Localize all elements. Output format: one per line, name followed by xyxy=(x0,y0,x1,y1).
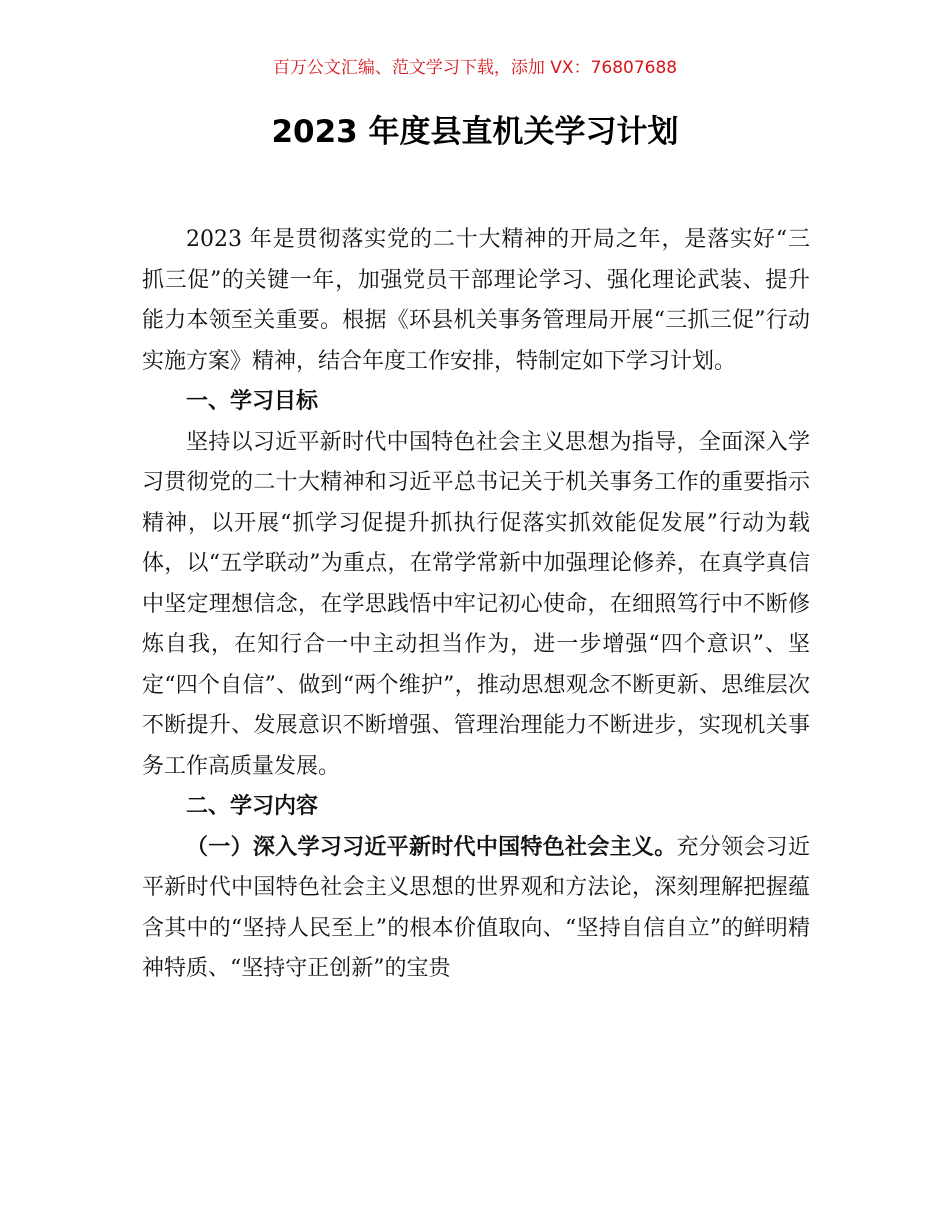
content-item-1-paragraph xyxy=(142,828,810,990)
content-item-1-text: 充分领会习近平新时代中国特色社会主义思想的世界观和方法论，深刻理解把握蕴含其中的“坚持人民至上”的根本价值取向、“坚持自信自立”的鲜明精神特质、“坚持守正创新”的宝贵 xyxy=(142,834,810,981)
watermark-banner: 百万公文汇编、范文学习下载，添加 VX：76807688 xyxy=(272,58,678,78)
document-body xyxy=(142,220,810,990)
document-title: 2023 年度县直机关学习计划 xyxy=(271,114,679,150)
goals-paragraph: 坚持以习近平新时代中国特色社会主义思想为指导，全面深入学习贯彻党的二十大精神和习近平总书记关于机关事务工作的重要指示精神，以开展“抓学习促提升抓执行促落实抓效能促发展”行动为载体，以“五学联动”为重点，在常学常新中加强理论修养，在真学真信中坚定理想信念，在学思践悟中牢记初心使命，在细照笃行中不断修炼自我，在知行合一中主动担当作为，进一步增强“四个意识”、坚定“四个自信”、做到“两个维护”，推动思想观念不断更新、思维层次不断提升、发展意识不断增强、管理治理能力不断进步，实现机关事务工作高质量发展。 xyxy=(142,429,810,779)
intro-paragraph: 2023 年是贯彻落实党的二十大精神的开局之年，是落实好“三抓三促”的关键一年，加强党员干部理论学习、强化理论武装、提升能力本领至关重要。根据《环县机关事务管理局开展“三抓三促”行动实施方案》精神，结合年度工作安排，特制定如下学习计划。 xyxy=(142,227,810,374)
content-item-1-lead: （一）深入学习习近平新时代中国特色社会主义。 xyxy=(186,834,677,860)
section-heading-goals: 一、学习目标 xyxy=(186,389,319,414)
section-heading-content: 二、学习内容 xyxy=(186,794,319,819)
